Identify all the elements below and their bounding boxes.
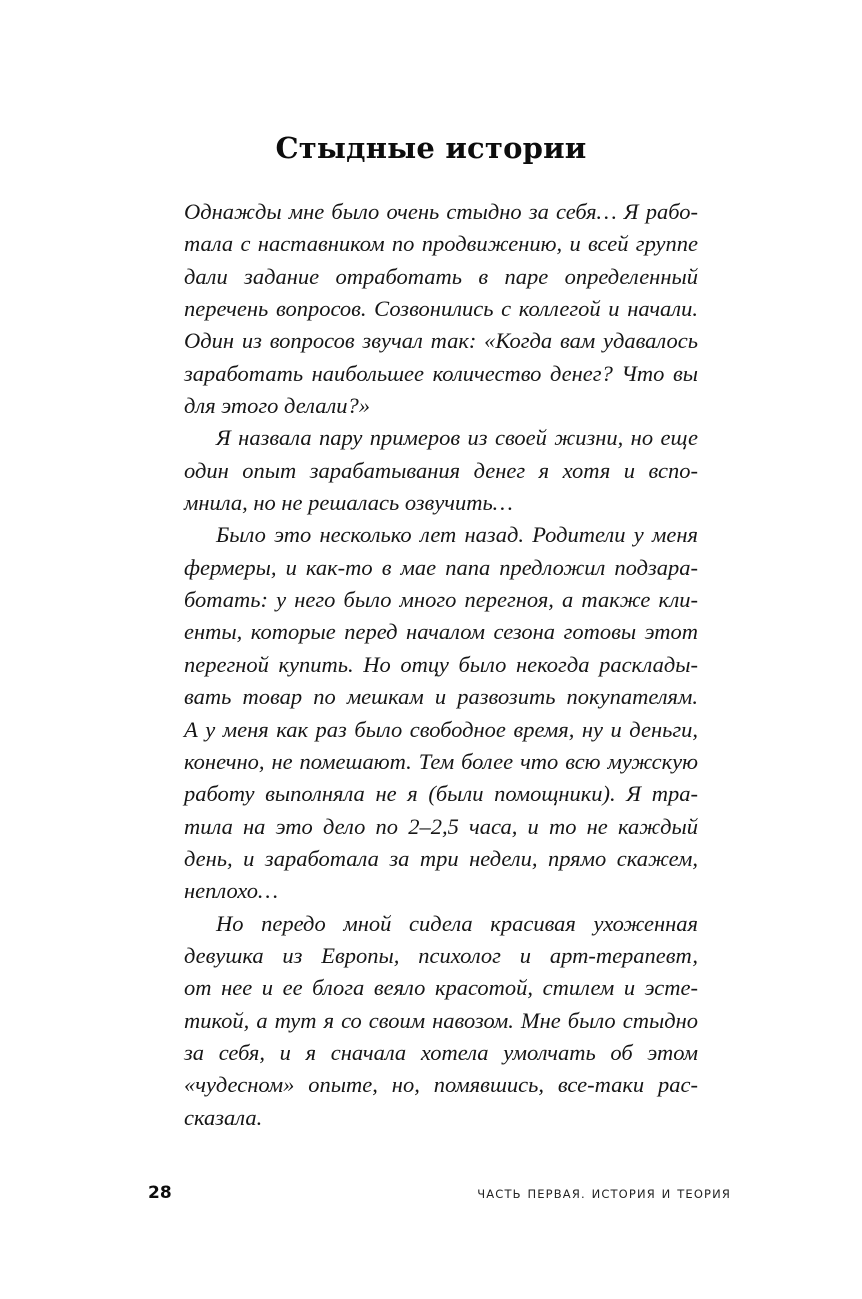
text-line: «чудесном» опыте, но, помявшись, все-таки рас- [184,1072,698,1098]
text-line: сказала. [184,1104,263,1130]
text-line: Я назвала пару примеров из своей жизни, но еще [216,425,698,451]
text-line: фермеры, и как-то в мае папа предложил подзара- [184,554,698,580]
chapter-title: Стыдные истории [275,131,587,165]
text-line: заработать наибольшее количество денег? Что вы [184,360,698,386]
text-line: работу выполняла не я (были помощники). Я тра- [184,781,698,807]
text-line: девушка из Европы, психолог и арт-терапевт, [184,942,698,968]
text-line: енты, которые перед началом сезона готовы этот [184,619,698,645]
text-line: один опыт зарабатывания денег я хотя и вспо- [184,457,698,483]
text-line: Но передо мной сидела красивая ухоженная [216,910,698,936]
text-line: конечно, не помешают. Тем более что всю мужскую [184,748,698,774]
text-line: тила на это дело по 2–2,5 часа, и то не каждый [184,813,698,839]
text-line: Однажды мне было очень стыдно за себя… Я рабо- [184,199,698,224]
text-line: дали задание отработать в паре определенный [184,263,698,289]
text-line: тала с наставником по продвижению, и всей группе [184,231,698,257]
text-line: ботать: у него было много перегноя, а также кли- [184,587,698,613]
text-line: мнила, но не решалась озвучить… [184,490,513,516]
text-line: тикой, а тут я со своим навозом. Мне было стыдно [184,1007,698,1033]
text-line: неплохо… [184,878,278,904]
text-line: день, и заработала за три недели, прямо скажем, [184,845,698,871]
body-text [184,196,698,1134]
text-line: перечень вопросов. Созвонились с коллегой и начали. [184,296,698,322]
text-line: Один из вопросов звучал так: «Когда вам удавалось [184,328,698,354]
running-head: ЧАСТЬ ПЕРВАЯ. ИСТОРИЯ И ТЕОРИЯ [477,1187,731,1201]
text-line: Было это несколько лет назад. Родители у меня [216,522,698,548]
text-line: А у меня как раз было свободное время, ну и деньги, [184,716,698,742]
text-line: перегной купить. Но отцу было некогда расклады- [184,651,698,677]
text-line: за себя, и я сначала хотела умолчать об этом [184,1039,698,1065]
text-line: вать товар по мешкам и развозить покупателям. [184,684,698,710]
text-line: от нее и ее блога веяло красотой, стилем и эсте- [184,975,698,1001]
page-number: 28 [148,1183,172,1203]
text-line: для этого делали?» [184,393,371,419]
